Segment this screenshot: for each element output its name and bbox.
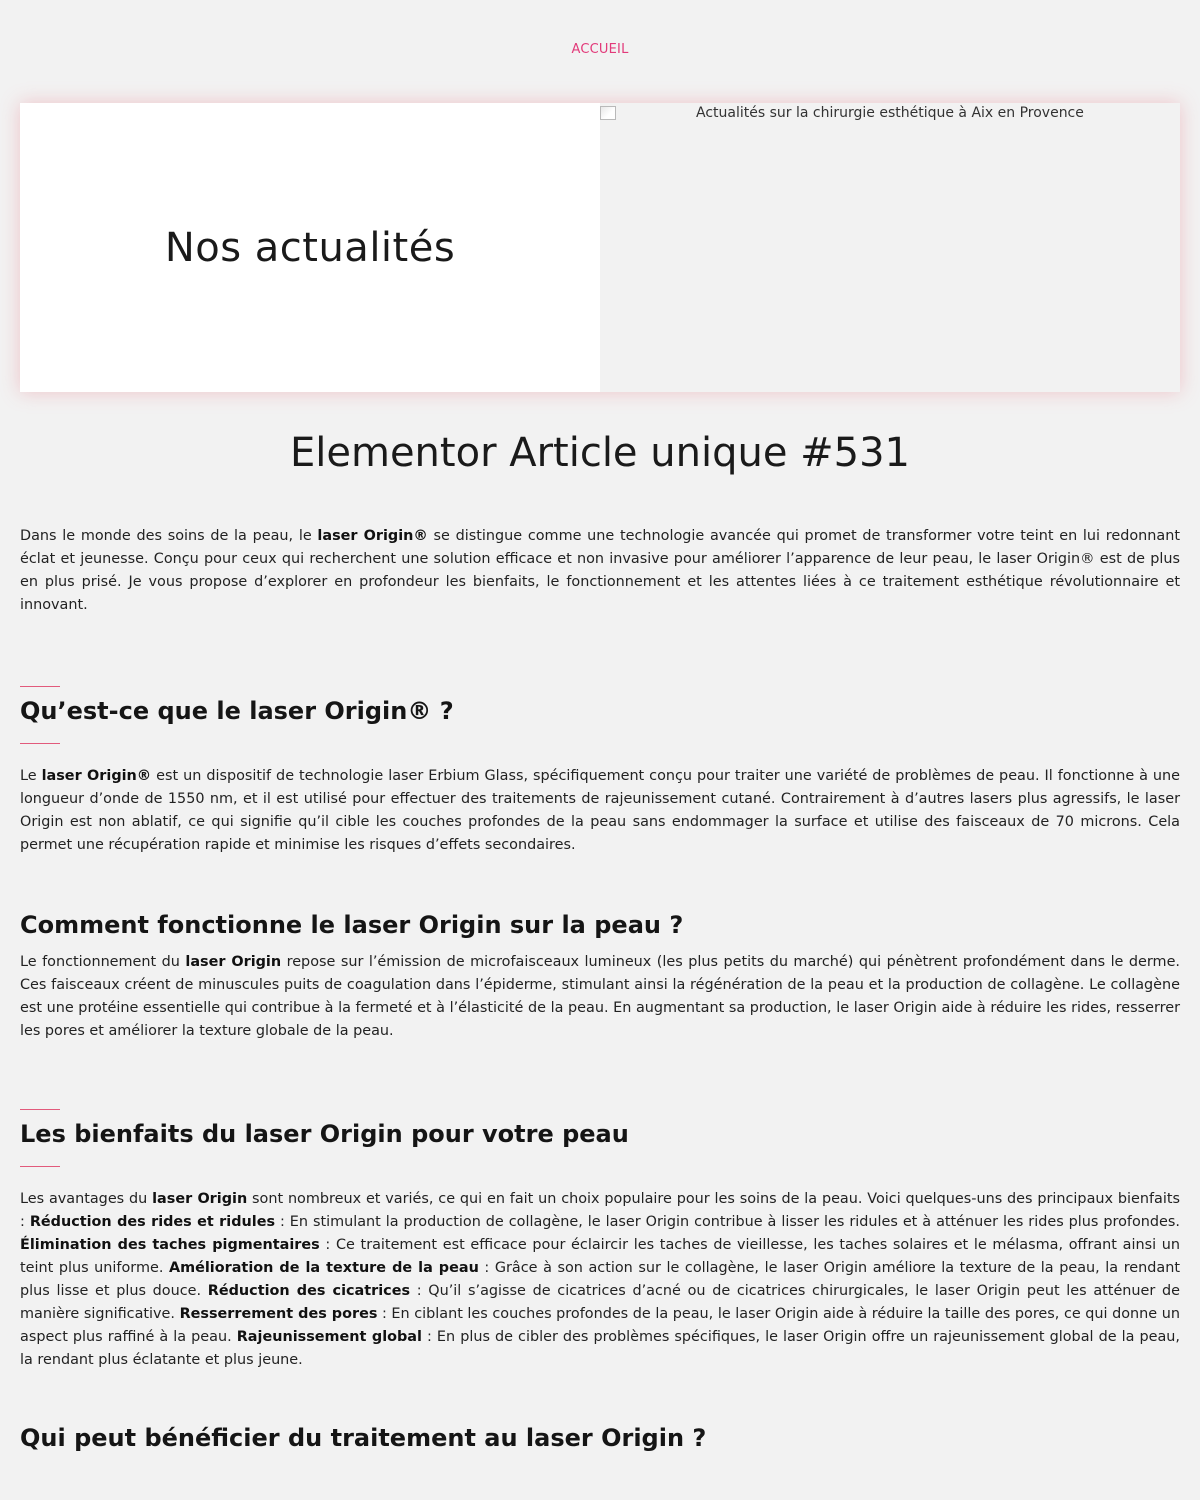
section-body: Le fonctionnement du laser Origin repose sur l’émission de microfaisceaux lumineux (les plus petits du marché) qui pénètrent profondément dans le derme. Ces faisceaux créent de minuscules puits de coagulation dans l’épiderme, stimulant ainsi la régénération de la peau et la production de collagène. Le collagène est une protéine essentielle qui contribue à la fermeté et à l’élasticité de la peau. En augmentant sa production, le laser Origin aide à réduire les rides, resserrer les pores et améliorer la texture globale de la peau. (20, 954, 1180, 1039)
bold-phrase: laser Origin (185, 954, 282, 970)
breadcrumb (0, 42, 1200, 57)
hero-image (600, 103, 1180, 392)
bold-phrase: Rajeunissement global (236, 1329, 422, 1345)
bold-phrase: Élimination des taches pigmentaires (20, 1237, 320, 1253)
hero-banner (20, 103, 1180, 392)
section-body: Les avantages du laser Origin sont nombreux et variés, ce qui en fait un choix populaire pour les soins de la peau. Voici quelques-uns des principaux bienfaits : Réduction des rides et ridules : En stimulant la production de collagène, le laser Origin contribue à lisser les ridules et à atténuer les rides plus profondes. Élimination des taches pigmentaires : Ce traitement est efficace pour éclaircir les taches de vieillesse, les taches solaires et le mélasma, offrant ainsi un teint plus uniforme. Amélioration de la texture de la peau : Grâce à son action sur le collagène, le laser Origin améliore la texture de la peau, la rendant plus lisse et plus douce. Réduction des cicatrices : Qu’il s’agisse de cicatrices d’acné ou de cicatrices chirurgicales, le laser Origin peut les atténuer de manière significative. Resserrement des pores : En ciblant les couches profondes de la peau, le laser Origin aide à réduire la taille des pores, ce qui donne un aspect plus raffiné à la peau. Rajeunissement global : En plus de cibler des problèmes spécifiques, le laser Origin offre un rajeunissement global de la peau, la rendant plus éclatante et plus jeune. (20, 1191, 1181, 1368)
bold-phrase: laser Origin (152, 1191, 248, 1207)
bold-phrase: Réduction des cicatrices (207, 1283, 411, 1299)
bold-phrase: Amélioration de la texture de la peau (168, 1260, 479, 1276)
article-title: Elementor Article unique #531 (289, 430, 911, 476)
section-heading: Les bienfaits du laser Origin pour votre peau (20, 1120, 629, 1148)
section-heading: Qu’est-ce que le laser Origin® ? (20, 697, 454, 725)
hero-title-panel (20, 103, 600, 392)
bold-phrase: laser Origin® (41, 768, 152, 784)
section-heading: Qui peut bénéficier du traitement au laser Origin ? (20, 1424, 707, 1452)
bold-phrase: Resserrement des pores (179, 1306, 378, 1322)
article-content (20, 525, 1180, 1452)
bold-phrase: Réduction des rides et ridules (29, 1214, 276, 1230)
section-body: Le laser Origin® est un dispositif de technologie laser Erbium Glass, spécifiquement conçu pour traiter une variété de problèmes de peau. Il fonctionne à une longueur d’onde de 1550 nm, et il est utilisé pour effectuer des traitements de rajeunissement cutané. Contrairement à d’autres lasers plus agressifs, le laser Origin est non ablatif, ce qui signifie qu’il cible les couches profondes de la peau sans endommager la surface et utilise des faisceaux de 70 microns. Cela permet une récupération rapide et minimise les risques d’effets secondaires. (20, 768, 1181, 853)
breadcrumb-home-link[interactable]: ACCUEIL (571, 42, 629, 57)
section-heading: Comment fonctionne le laser Origin sur la peau ? (20, 911, 684, 939)
bold-phrase: laser Origin® (317, 528, 428, 544)
hero-title: Nos actualités (164, 224, 456, 271)
broken-image-icon (600, 106, 616, 120)
hero-image-alt-text: Actualités sur la chirurgie esthétique à Aix en Provence (696, 105, 1084, 121)
article-intro: Dans le monde des soins de la peau, le laser Origin® se distingue comme une technologie avancée qui promet de transformer votre teint en lui redonnant éclat et jeunesse. Conçu pour ceux qui recherchent une solution efficace et non invasive pour améliorer l’apparence de leur peau, le laser Origin® est de plus en plus prisé. Je vous propose d’explorer en profondeur les bienfaits, le fonctionnement et les attentes liées à ce traitement esthétique révolutionnaire et innovant. (20, 528, 1180, 613)
